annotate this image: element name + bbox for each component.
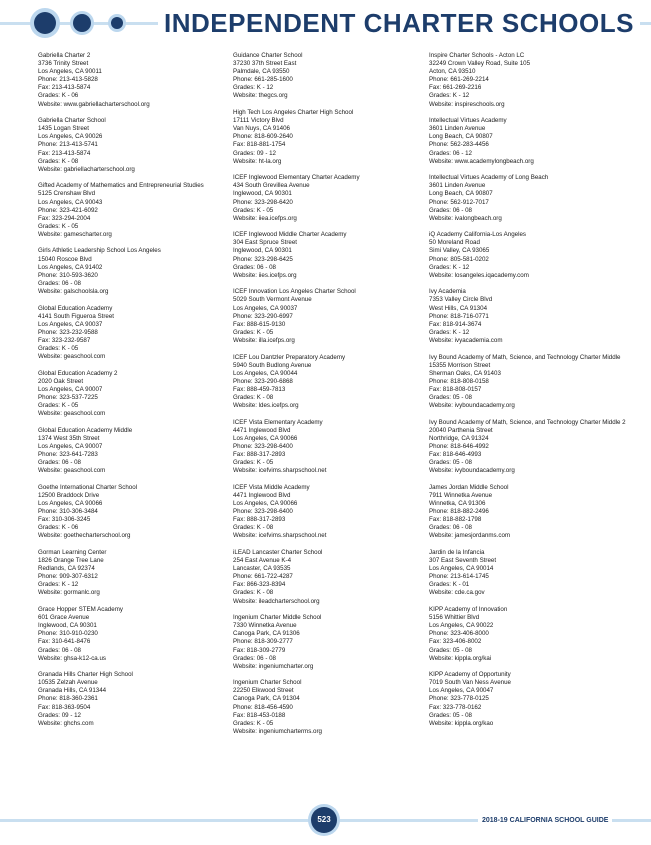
school-detail-line: Fax: 818-453-0188 — [233, 711, 286, 719]
decorative-dot-medium — [73, 14, 91, 32]
school-detail-line: Website: gamescharter.org — [38, 230, 112, 238]
school-detail-line: Website: ingeniumcharter.org — [233, 662, 314, 670]
decorative-dot-small — [111, 17, 123, 29]
school-detail-line: Fax: 818-363-9504 — [38, 703, 91, 711]
school-entry — [38, 305, 238, 362]
school-detail-line: Simi Valley, CA 93065 — [429, 247, 490, 255]
school-detail-line: Phone: 818-609-2640 — [233, 133, 293, 141]
school-detail-line: Grades: K - 08 — [233, 589, 274, 597]
school-detail-line: Grades: 06 - 08 — [233, 654, 276, 662]
school-detail-line: Grades: K - 05 — [38, 402, 79, 410]
school-detail-line: Inglewood, CA 90301 — [233, 190, 292, 198]
school-entry — [429, 52, 629, 109]
school-detail-line: Canoga Park, CA 91306 — [233, 630, 300, 638]
school-detail-line: Website: icefvims.sharpschool.net — [233, 467, 327, 475]
school-detail-line: Grades: K - 06 — [38, 92, 79, 100]
school-entry — [429, 671, 629, 728]
school-detail-line: Grades: 06 - 08 — [38, 646, 81, 654]
school-detail-line: 22250 Elkwood Street — [233, 687, 294, 695]
school-detail-line: Website: ingeniumcharterms.org — [233, 727, 322, 735]
school-detail-line: 4471 Inglewood Blvd — [233, 426, 291, 434]
school-detail-line: Los Angeles, CA 90011 — [38, 68, 102, 76]
school-detail-line: Los Angeles, CA 90037 — [233, 304, 298, 312]
school-detail-line: Grades: K - 08 — [38, 157, 79, 165]
school-detail-line: Phone: 818-456-4590 — [233, 703, 293, 711]
school-detail-line: Fax: 323-406-8002 — [429, 638, 482, 646]
school-entry — [233, 549, 433, 606]
school-detail-line: Phone: 213-614-1745 — [429, 573, 489, 581]
school-detail-line: Grades: K - 06 — [38, 524, 79, 532]
school-detail-line: 17111 Victory Blvd — [233, 117, 284, 125]
school-detail-line: 3601 Linden Avenue — [429, 125, 486, 133]
school-entry — [38, 549, 238, 598]
school-entry — [233, 52, 433, 101]
school-name: Guidance Charter School — [233, 52, 303, 59]
school-detail-line: 37230 37th Street East — [233, 60, 297, 68]
school-detail-line: 7353 Valley Circle Blvd — [429, 296, 493, 304]
school-detail-line: Grades: 09 - 12 — [38, 711, 81, 719]
page-footer — [0, 806, 651, 836]
school-detail-line: 601 Grace Avenue — [38, 614, 90, 622]
school-detail-line: Website: iiea.icefps.org — [233, 214, 297, 222]
school-detail-line: 2020 Oak Street — [38, 377, 84, 385]
school-detail-line: Grades: 06 - 08 — [233, 263, 276, 271]
school-detail-line: Grades: K - 05 — [233, 328, 274, 336]
school-detail-line: Fax: 323-294-2004 — [38, 214, 91, 222]
school-detail-line: 5125 Crenshaw Blvd — [38, 190, 96, 198]
school-detail-line: Los Angeles, CA 90007 — [38, 442, 103, 450]
school-detail-line: Phone: 310-910-0230 — [38, 630, 98, 638]
school-detail-line: Fax: 213-413-5874 — [38, 149, 91, 157]
school-name: KIPP Academy of Opportunity — [429, 671, 511, 679]
school-detail-line: Grades: K - 12 — [233, 84, 274, 92]
school-entry — [233, 174, 433, 223]
school-detail-line: Inglewood, CA 90301 — [233, 247, 292, 255]
school-detail-line: Los Angeles, CA 90026 — [38, 133, 103, 141]
school-name: ICEF Vista Elementary Academy — [233, 418, 323, 426]
school-detail-line: Northridge, CA 91324 — [429, 434, 489, 442]
school-detail-line: Grades: 06 - 08 — [38, 279, 81, 287]
school-detail-line: Website: ivyboundacademy.org — [429, 467, 515, 475]
school-name: Gorman Learning Center — [38, 548, 107, 556]
school-entry — [38, 671, 238, 728]
school-entry — [233, 679, 433, 736]
school-entry — [38, 247, 238, 296]
school-detail-line: Long Beach, CA 90807 — [429, 190, 493, 198]
school-detail-line: Grades: K - 01 — [429, 581, 470, 589]
school-detail-line: Fax: 866-323-8394 — [233, 581, 286, 589]
school-name: ICEF Inglewood Middle Charter Academy — [233, 231, 347, 239]
school-detail-line: Grades: 06 - 08 — [38, 459, 81, 467]
school-detail-line: Los Angeles, CA 90066 — [38, 500, 103, 507]
school-detail-line: Website: icefvims.sharpschool.net — [233, 532, 327, 540]
school-detail-line: 10535 Zelzah Avenue — [38, 679, 98, 687]
school-name: Ivy Bound Academy of Math, Science, and Technology Charter Middle — [429, 353, 621, 361]
school-detail-line: Website: ht-la.org — [233, 157, 282, 165]
school-detail-line: 15355 Morrison Street — [429, 361, 491, 369]
school-detail-line: Website: ileadcharterschool.org — [233, 597, 320, 605]
school-detail-line: 5029 South Vermont Avenue — [233, 296, 312, 304]
school-detail-line: 12500 Braddock Drive — [38, 491, 100, 499]
school-name: Gabriella Charter School — [38, 117, 106, 125]
school-detail-line: Fax: 818-808-0157 — [429, 385, 482, 393]
school-detail-line: Fax: 818-882-1798 — [429, 516, 482, 524]
school-detail-line: Website: geaschool.com — [38, 410, 106, 418]
school-detail-line: Website: thegcs.org — [233, 92, 288, 100]
school-detail-line: Phone: 213-413-5828 — [38, 76, 98, 84]
school-detail-line: Grades: K - 05 — [233, 459, 274, 467]
school-detail-line: Grades: K - 05 — [233, 206, 274, 214]
school-detail-line: Website: geaschool.com — [38, 353, 106, 361]
school-detail-line: Website: www.gabriellacharterschool.org — [38, 100, 150, 108]
school-name: Gifted Academy of Mathematics and Entrepreneurial Studies — [38, 182, 204, 190]
school-detail-line: Phone: 323-298-6400 — [233, 442, 293, 450]
school-detail-line: Website: geaschool.com — [38, 467, 106, 475]
school-detail-line: 4471 Inglewood Blvd — [233, 491, 291, 499]
school-detail-line: Phone: 818-716-0771 — [429, 312, 489, 320]
school-name: iQ Academy California-Los Angeles — [429, 231, 526, 239]
school-detail-line: Website: ivalongbeach.org — [429, 214, 502, 222]
school-detail-line: Los Angeles, CA 90066 — [233, 434, 298, 442]
school-detail-line: Phone: 818-808-0158 — [429, 377, 489, 385]
school-detail-line: Grades: K - 12 — [429, 328, 470, 336]
school-name: Intellectual Virtues Academy — [429, 117, 507, 125]
school-detail-line: Website: ghsa-k12-ca.us — [38, 654, 106, 662]
school-detail-line: Phone: 323-641-7283 — [38, 451, 98, 459]
school-detail-line: 1374 West 35th Street — [38, 434, 100, 442]
school-detail-line: Phone: 818-646-4992 — [429, 442, 489, 450]
school-detail-line: Phone: 818-360-2361 — [38, 695, 98, 703]
school-name: Grace Hopper STEM Academy — [38, 606, 123, 614]
school-detail-line: Grades: 06 - 12 — [429, 149, 472, 157]
school-detail-line: Fax: 888-459-7813 — [233, 385, 286, 393]
school-detail-line: Fax: 310-306-3245 — [38, 516, 91, 524]
school-detail-line: Grades: K - 05 — [38, 345, 79, 352]
school-detail-line: Fax: 888-615-9130 — [233, 320, 286, 328]
school-detail-line: Phone: 562-912-7017 — [429, 198, 489, 206]
school-entry — [429, 231, 629, 280]
school-detail-line: Acton, CA 93510 — [429, 68, 476, 76]
school-entry — [38, 117, 238, 174]
school-detail-line: Fax: 818-881-1754 — [233, 141, 286, 149]
page-number: 523 — [311, 807, 337, 833]
school-detail-line: Website: illa.icefps.org — [233, 336, 295, 344]
school-detail-line: Los Angeles, CA 90022 — [429, 622, 494, 630]
school-entry — [429, 117, 629, 166]
school-detail-line: Phone: 323-290-6997 — [233, 312, 293, 320]
school-detail-line: Phone: 323-232-9588 — [38, 328, 98, 336]
school-detail-line: Website: ivyacademia.com — [429, 336, 503, 344]
school-detail-line: Fax: 818-309-2779 — [233, 646, 286, 654]
school-name: ICEF Vista Middle Academy — [233, 483, 310, 491]
school-detail-line: Van Nuys, CA 91406 — [233, 125, 290, 133]
school-entry — [38, 370, 238, 419]
school-detail-line: 7330 Winnetka Avenue — [233, 622, 297, 630]
school-detail-line: Canoga Park, CA 91304 — [233, 695, 300, 703]
school-name: Inspire Charter Schools - Acton LC — [429, 52, 525, 59]
school-detail-line: West Hills, CA 91304 — [429, 304, 488, 312]
school-detail-line: Los Angeles, CA 90014 — [429, 565, 494, 573]
school-detail-line: Website: galschoolsla.org — [38, 287, 109, 295]
school-detail-line: Phone: 323-421-6092 — [38, 206, 98, 214]
school-detail-line: Los Angeles, CA 91402 — [38, 263, 103, 271]
school-detail-line: Los Angeles, CA 90066 — [233, 500, 298, 507]
school-detail-line: Fax: 818-646-4993 — [429, 451, 482, 459]
school-name: Granada Hills Charter High School — [38, 671, 133, 679]
school-entry — [429, 549, 629, 598]
school-detail-line: Sherman Oaks, CA 91403 — [429, 369, 501, 377]
school-detail-line: Phone: 818-882-2496 — [429, 508, 489, 516]
school-detail-line: Lancaster, CA 93535 — [233, 565, 291, 573]
school-detail-line: 1435 Logan Street — [38, 125, 89, 133]
school-name: Global Education Academy Middle — [38, 426, 133, 434]
school-detail-line: Grades: K - 12 — [429, 263, 470, 271]
school-detail-line: Grades: K - 08 — [233, 393, 274, 401]
school-detail-line: Website: www.academylongbeach.org — [429, 157, 534, 165]
school-detail-line: Phone: 661-269-2214 — [429, 76, 489, 84]
school-detail-line: Website: gormanlc.org — [38, 589, 100, 597]
school-detail-line: Fax: 323-232-9587 — [38, 336, 91, 344]
school-detail-line: Fax: 818-914-3674 — [429, 320, 482, 328]
school-detail-line: 3736 Trinity Street — [38, 60, 89, 68]
school-detail-line: Los Angeles, CA 90047 — [429, 687, 494, 695]
school-detail-line: 15040 Roscoe Blvd — [38, 255, 92, 263]
school-detail-line: Website: ivyboundacademy.org — [429, 402, 515, 410]
school-name: Ivy Academia — [429, 288, 466, 296]
school-name: Ingenium Charter School — [233, 679, 302, 687]
school-entry — [233, 288, 433, 345]
school-detail-line: 1826 Orange Tree Lane — [38, 557, 104, 565]
school-entry — [38, 182, 238, 239]
school-detail-line: 20040 Parthenia Street — [429, 426, 493, 434]
school-name: Global Education Academy 2 — [38, 369, 118, 377]
school-detail-line: Phone: 323-298-6420 — [233, 198, 293, 206]
school-detail-line: Long Beach, CA 90807 — [429, 133, 493, 141]
school-detail-line: Website: kippla.org/kao — [429, 719, 494, 727]
school-detail-line: Grades: 05 - 08 — [429, 459, 472, 467]
school-entry — [429, 174, 629, 223]
school-entry — [38, 484, 238, 541]
school-detail-line: Phone: 323-778-0125 — [429, 695, 489, 703]
school-name: Goethe International Charter School — [38, 483, 138, 491]
school-detail-line: 254 East Avenue K-4 — [233, 557, 292, 565]
school-detail-line: Palmdale, CA 93550 — [233, 68, 290, 76]
school-detail-line: Grades: 06 - 08 — [429, 524, 472, 532]
school-detail-line: Website: ghchs.com — [38, 719, 94, 727]
directory-column-2 — [233, 52, 433, 744]
school-detail-line: 7019 South Van Ness Avenue — [429, 679, 511, 687]
school-entry — [38, 52, 238, 109]
school-detail-line: Phone: 805-581-0202 — [429, 255, 489, 263]
school-detail-line: 434 South Grevillea Avenue — [233, 182, 310, 190]
school-detail-line: Fax: 323-778-0162 — [429, 703, 482, 711]
school-name: Girls Athletic Leadership School Los Angeles — [38, 247, 161, 255]
school-entry — [233, 354, 433, 411]
school-detail-line: Phone: 562-283-4456 — [429, 141, 489, 149]
school-detail-line: 304 East Spruce Street — [233, 239, 297, 247]
school-detail-line: 3601 Linden Avenue — [429, 182, 486, 190]
school-detail-line: Fax: 213-413-5874 — [38, 84, 91, 92]
school-name: Ivy Bound Academy of Math, Science, and Technology Charter Middle 2 — [429, 418, 626, 426]
school-detail-line: 32249 Crown Valley Road, Suite 105 — [429, 60, 531, 68]
school-detail-line: Phone: 310-306-3484 — [38, 508, 98, 516]
school-detail-line: Website: iies.icefps.org — [233, 271, 297, 279]
school-detail-line: Inglewood, CA 90301 — [38, 622, 97, 630]
school-detail-line: Grades: 05 - 08 — [429, 393, 472, 401]
school-name: ICEF Lou Dantzler Preparatory Academy — [233, 353, 346, 361]
school-detail-line: Phone: 310-593-3620 — [38, 271, 98, 279]
school-detail-line: Website: goethecharterschool.org — [38, 532, 131, 540]
school-name: High Tech Los Angeles Charter High School — [233, 109, 354, 117]
school-name: ICEF Innovation Los Angeles Charter School — [233, 288, 356, 296]
school-entry — [429, 288, 629, 345]
school-entry — [233, 484, 433, 541]
school-name: Gabriella Charter 2 — [38, 52, 91, 59]
school-detail-line: Phone: 323-406-8000 — [429, 630, 489, 638]
school-detail-line: Fax: 888-317-2893 — [233, 516, 286, 524]
school-detail-line: Phone: 323-298-6425 — [233, 255, 293, 263]
school-detail-line: Grades: 05 - 08 — [429, 646, 472, 654]
school-entry — [233, 614, 433, 671]
page-header — [0, 0, 651, 48]
school-entry — [429, 354, 629, 411]
school-detail-line: Phone: 818-309-2777 — [233, 638, 293, 646]
school-entry — [233, 231, 433, 280]
school-detail-line: 5156 Whittier Blvd — [429, 614, 480, 622]
school-detail-line: Website: inspireschools.org — [429, 100, 505, 108]
school-detail-line: Grades: K - 12 — [38, 581, 79, 589]
school-detail-line: Website: ldes.icefps.org — [233, 402, 299, 410]
school-detail-line: 4141 South Figueroa Street — [38, 312, 115, 320]
school-detail-line: Grades: 09 - 12 — [233, 149, 276, 157]
school-entry — [38, 606, 238, 663]
school-name: Global Education Academy — [38, 304, 113, 312]
school-detail-line: Website: cde.ca.gov — [429, 589, 485, 597]
school-detail-line: Grades: 05 - 08 — [429, 711, 472, 719]
school-detail-line: 307 East Seventh Street — [429, 557, 497, 565]
school-detail-line: Redlands, CA 92374 — [38, 565, 95, 573]
school-detail-line: Fax: 310-641-8476 — [38, 638, 91, 646]
school-detail-line: Los Angeles, CA 90007 — [38, 385, 103, 393]
school-detail-line: Winnetka, CA 91306 — [429, 500, 486, 507]
school-detail-line: Phone: 213-413-5741 — [38, 141, 98, 149]
school-entry — [429, 419, 629, 476]
decorative-dot-large — [34, 12, 56, 34]
school-detail-line: Grades: K - 05 — [38, 222, 79, 230]
school-name: Ingenium Charter Middle School — [233, 614, 322, 622]
school-detail-line: Website: losangeles.iqacademy.com — [429, 271, 529, 279]
school-detail-line: Grades: K - 08 — [233, 524, 274, 532]
directory-column-3 — [429, 52, 629, 736]
guide-title: 2018-19 CALIFORNIA SCHOOL GUIDE — [478, 815, 612, 827]
school-detail-line: 5940 South Budlong Avenue — [233, 361, 312, 369]
school-detail-line: Phone: 323-537-7225 — [38, 393, 98, 401]
school-detail-line: Granada Hills, CA 91344 — [38, 687, 107, 695]
school-detail-line: Fax: 661-269-2216 — [429, 84, 482, 92]
school-detail-line: 50 Moreland Road — [429, 239, 480, 247]
school-detail-line: Website: kippla.org/kai — [429, 654, 492, 662]
school-detail-line: Grades: K - 12 — [429, 92, 470, 100]
school-detail-line: Los Angeles, CA 90037 — [38, 320, 103, 328]
school-detail-line: Los Angeles, CA 90044 — [233, 369, 298, 377]
school-detail-line: Phone: 323-298-6400 — [233, 508, 293, 516]
school-detail-line: Phone: 909-307-6312 — [38, 573, 98, 581]
school-name: iLEAD Lancaster Charter School — [233, 548, 323, 556]
school-detail-line: Fax: 888-317-2893 — [233, 451, 286, 459]
school-detail-line: Los Angeles, CA 90043 — [38, 198, 103, 206]
school-entry — [38, 427, 238, 476]
school-name: ICEF Inglewood Elementary Charter Academy — [233, 174, 360, 182]
school-detail-line: Website: jamesjordanms.com — [429, 532, 511, 540]
school-detail-line: Grades: 06 - 08 — [429, 206, 472, 214]
school-name: KIPP Academy of Innovation — [429, 606, 508, 614]
school-entry — [429, 484, 629, 541]
school-name: James Jordan Middle School — [429, 483, 509, 491]
school-entry — [429, 606, 629, 663]
page-title: INDEPENDENT CHARTER SCHOOLS — [158, 6, 640, 40]
school-detail-line: Phone: 323-290-6868 — [233, 377, 293, 385]
school-detail-line: Website: gabriellacharterschool.org — [38, 165, 135, 173]
school-detail-line: Grades: K - 05 — [233, 719, 274, 727]
school-detail-line: Phone: 661-722-4287 — [233, 573, 293, 581]
directory-column-1 — [38, 52, 238, 736]
school-detail-line: 7911 Winnetka Avenue — [429, 491, 493, 499]
school-name: Jardin de la Infancia — [429, 548, 485, 556]
school-entry — [233, 419, 433, 476]
school-entry — [233, 109, 433, 166]
school-name: Intellectual Virtues Academy of Long Beach — [429, 174, 549, 182]
school-detail-line: Phone: 661-285-1600 — [233, 76, 293, 84]
